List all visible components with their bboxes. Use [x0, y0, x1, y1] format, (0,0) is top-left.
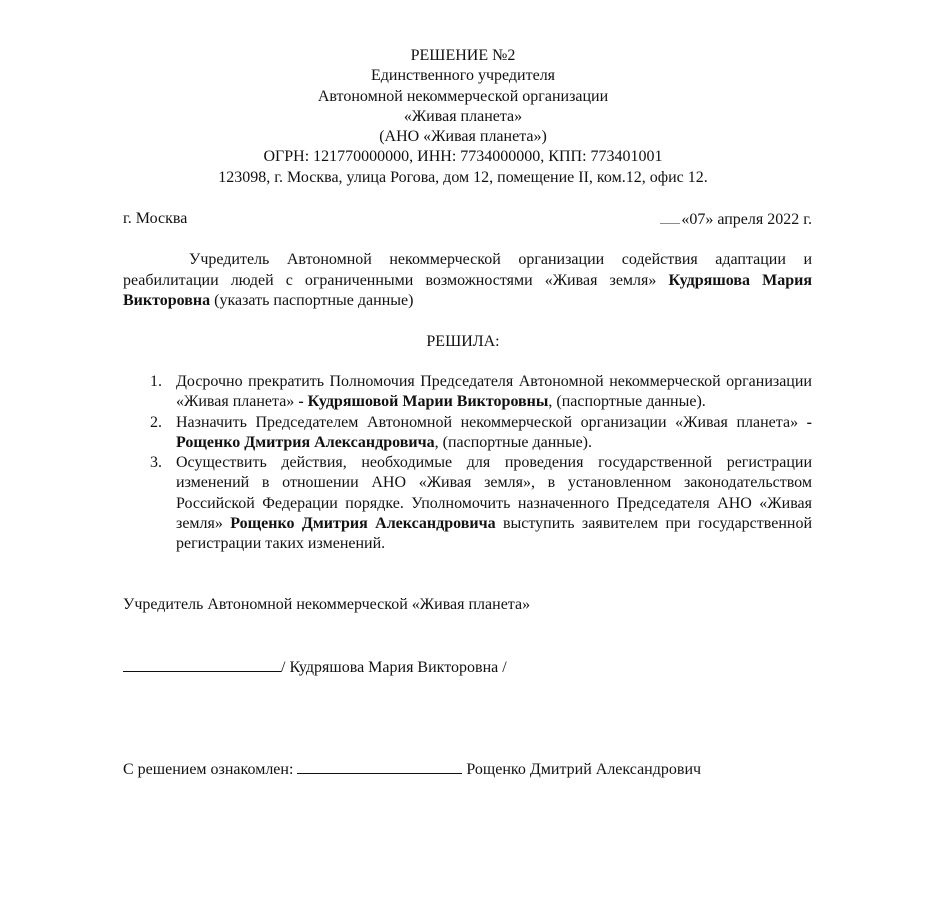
- acknowledgement-line: [123, 759, 701, 780]
- date: «07» апреля 2022 г.: [681, 211, 812, 228]
- header-line-address: 123098, г. Москва, улица Рогова, дом 12, помещение II, ком.12, офис 12.: [218, 168, 708, 186]
- acknowledger-name: Рощенко Дмитрий Александрович: [462, 761, 702, 778]
- header-line-founder: Единственного учредителя: [370, 67, 556, 85]
- header-line-registration: ОГРН: 121770000000, ИНН: 7734000000, КПП: 773401001: [263, 148, 663, 166]
- list-item-number: 3.: [150, 454, 162, 472]
- list-item-number: 2.: [150, 413, 162, 431]
- list-item-text: Осуществить действия, необходимые для проведения государственной регистрации изменений в отношении АНО «Живая земля», в установленном законодательством Российской Федерации порядке. Уполномочить назначенного Председателя АНО «Живая земля»: [176, 454, 812, 533]
- signature-blank: [297, 759, 462, 774]
- signature-suffix: /: [498, 659, 507, 676]
- list-item: [123, 453, 812, 554]
- founder-signature-line: [123, 657, 507, 678]
- header-line-org-name: «Живая планета»: [403, 107, 523, 125]
- signer-name: Кудряшова Мария Викторовна: [289, 659, 499, 676]
- decided-heading: РЕШИЛА:: [426, 333, 500, 350]
- intro-tail: (указать паспортные данные): [210, 292, 414, 309]
- list-item-name: - Кудряшовой Марии Викторовны: [298, 393, 549, 411]
- intro-text: [123, 250, 812, 312]
- date-blank: [660, 209, 680, 224]
- signature-prefix: /: [281, 659, 290, 676]
- list-item-tail: выступить заявителем при государственной регистрации таких изменений.: [176, 515, 813, 553]
- list-item-number: 1.: [150, 373, 162, 390]
- list-item-name: - Рощенко Дмитрия Александровича: [176, 413, 812, 451]
- document-header: [0, 46, 926, 188]
- acknowledgement-label: С решением ознакомлен:: [123, 761, 298, 778]
- list-item: [123, 413, 812, 454]
- list-item: [123, 372, 812, 413]
- city: г. Москва: [123, 210, 188, 227]
- header-line-org-short: (АНО «Живая планета»): [379, 128, 547, 146]
- founder-name: Кудряшова Мария Викторовна: [123, 271, 812, 309]
- intro-body: Учредитель Автономной некоммерческой организации содействия адаптации и реабилитации людей с ограниченными возможностями «Живая земля»: [123, 251, 812, 289]
- list-item-text: Назначить Председателем Автономной некоммерческой организации «Живая планета»: [176, 413, 807, 431]
- list-item-name: Рощенко Дмитрия Александровича: [230, 515, 496, 533]
- signature-blank: [123, 657, 281, 672]
- list-item-tail: , (паспортные данные).: [548, 393, 706, 411]
- founder-signature-caption: Учредитель Автономной некоммерческой «Живая планета»: [123, 596, 531, 613]
- place-date-row: [123, 209, 812, 229]
- header-line-org-type: Автономной некоммерческой организации: [317, 87, 609, 105]
- list-item-tail: , (паспортные данные).: [434, 433, 593, 451]
- list-item-text: Досрочно прекратить Полномочия Председателя Автономной некоммерческой организации «Живая планета»: [176, 373, 812, 411]
- intro-paragraph: [123, 250, 812, 312]
- date-wrapper: [660, 209, 812, 230]
- decision-list: [123, 372, 812, 555]
- document-title: РЕШЕНИЕ №2: [410, 47, 516, 64]
